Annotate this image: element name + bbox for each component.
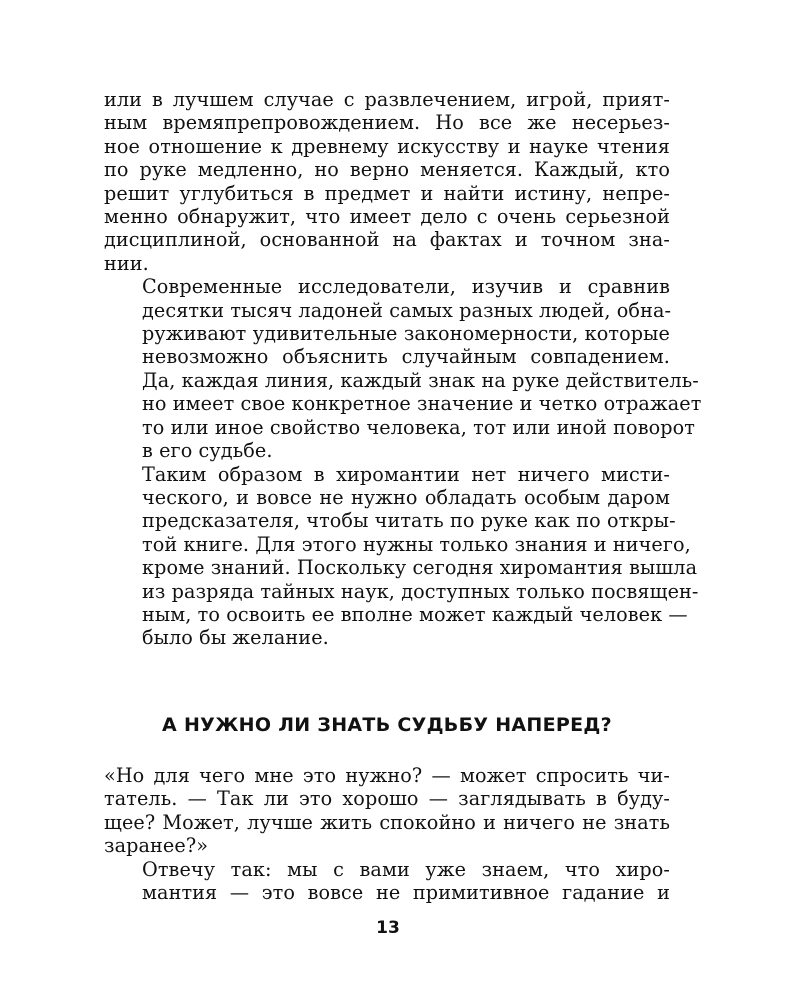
paragraph-5 — [104, 858, 670, 905]
text-line: руживают удивительные закономерности, которые — [142, 322, 670, 346]
text-line: предсказателя, чтобы читать по руке как по откры- — [142, 509, 676, 533]
text-line: той книге. Для этого нужны только знания и ничего, — [142, 532, 691, 556]
text-line: Таким образом в хиромантии нет ничего мисти- — [142, 462, 670, 486]
text-line: в его судьбе. — [142, 439, 273, 463]
text-line: мантия — это вовсе не примитивное гадание и — [142, 881, 670, 905]
text-line: кроме знаний. Поскольку сегодня хиромантия вышла — [142, 556, 698, 580]
section-2-body — [104, 764, 670, 904]
text-line: ным, то освоить ее вполне может каждый человек — — [142, 602, 688, 626]
text-line: «Но для чего мне это нужно? — может спросить чи- — [104, 764, 670, 787]
text-line: невозможно объяснить случайным совпадением. — [142, 345, 670, 369]
text-line: но имеет свое конкретное значение и четко отражает — [142, 392, 702, 416]
text-line: то или иное свойство человека, тот или иной поворот — [142, 415, 695, 439]
paragraph-3 — [104, 462, 699, 650]
text-line: дисциплиной, основанной на фактах и точном зна- — [104, 228, 670, 252]
section-1-body — [104, 88, 702, 650]
text-line: татель. — Так ли это хорошо — заглядывать в буду- — [104, 787, 670, 811]
text-line: ным времяпрепровождением. Но все же несерьез- — [104, 111, 670, 135]
text-line: заранее?» — [104, 834, 209, 858]
text-line: ческого, и вовсе не нужно обладать особым даром — [142, 485, 670, 509]
text-line: Отвечу так: мы с вами уже знаем, что хиро- — [142, 857, 670, 881]
text-line: Да, каждая линия, каждый знак на руке действитель- — [142, 368, 699, 392]
page-number: 13 — [376, 918, 400, 938]
paragraph-4 — [104, 764, 670, 858]
text-line: Современные исследователи, изучив и сравнив — [142, 275, 670, 299]
paragraph-2 — [104, 275, 702, 463]
text-line: щее? Может, лучше жить спокойно и ничего не знать — [104, 810, 670, 834]
text-line: или в лучшем случае с развлечением, игрой, прият- — [104, 88, 670, 111]
text-line: нии. — [104, 251, 149, 275]
text-line: по руке медленно, но верно меняется. Каждый, кто — [104, 158, 670, 182]
text-line: было бы желание. — [142, 626, 329, 650]
section-heading: А НУЖНО ЛИ ЗНАТЬ СУДЬБУ НАПЕРЕД? — [162, 714, 612, 736]
paragraph-1 — [104, 88, 670, 275]
text-line: из разряда тайных наук, доступных только посвящен- — [142, 579, 699, 603]
text-line: менно обнаружит, что имеет дело с очень серьезной — [104, 205, 670, 229]
text-line: десятки тысяч ладоней самых разных людей, обна- — [142, 298, 672, 322]
text-line: ное отношение к древнему искусству и науке чтения — [104, 134, 670, 158]
text-line: решит углубиться в предмет и найти истину, непре- — [104, 181, 670, 205]
